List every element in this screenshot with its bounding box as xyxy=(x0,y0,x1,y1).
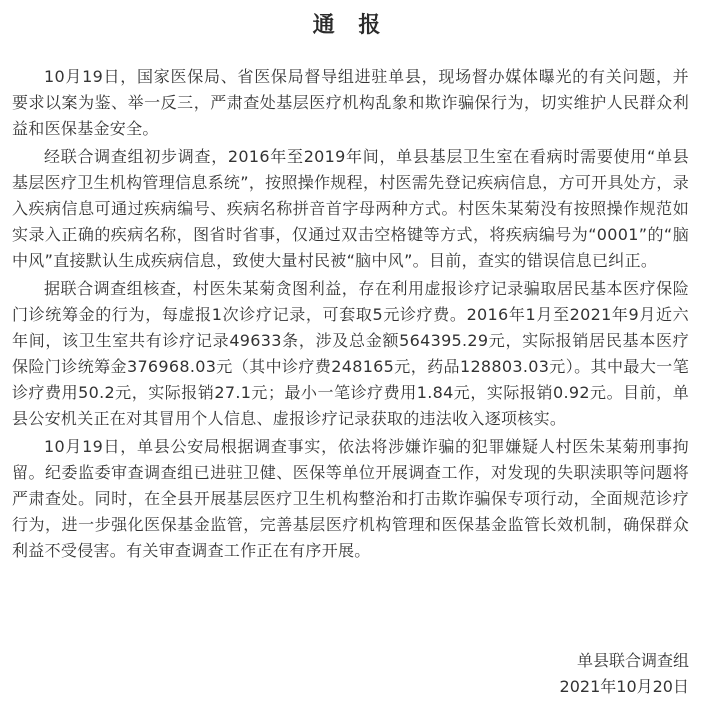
signature-date: 2021年10月20日 xyxy=(559,677,689,696)
signature-block xyxy=(560,648,689,700)
paragraph-1: 10月19日，国家医保局、省医保局督导组进驻单县，现场督办媒体曝光的有关问题，并要求以案为鉴、举一反三，严肃查处基层医疗机构乱象和欺诈骗保行为，切实维护人民群众利益和医保基金安全。 xyxy=(12,67,689,138)
paragraph-4: 10月19日，单县公安局根据调查事实，依法将涉嫌诈骗的犯罪嫌疑人村医朱某菊刑事拘留。纪委监委审查调查组已进驻卫健、医保等单位开展调查工作，对发现的失职渎职等问题将严肃查处。同时，在全县开展基层医疗卫生机构整治和打击欺诈骗保专项行动，全面规范诊疗行为，进一步强化医保基金监管，完善基层医疗机构管理和医保基金监管长效机制，确保群众利益不受侵害。有关审查调查工作正在有序开展。 xyxy=(12,437,689,560)
paragraph-2: 经联合调查组初步调查，2016年至2019年间，单县基层卫生室在看病时需要使用“单县基层医疗卫生机构管理信息系统”，按照操作规程，村医需先登记疾病信息，方可开具处方，录入疾病信息可通过疾病编号、疾病名称拼音首字母两种方式。村医朱某菊没有按照操作规范如实录入正确的疾病名称，图省时省事，仅通过双击空格键等方式，将疾病编号为“0001”的“脑中风”直接默认生成疾病信息，致使大量村民被“脑中风”。目前，查实的错误信息已纠正。 xyxy=(12,147,689,270)
notice-title: 通 报 xyxy=(312,13,389,38)
paragraph-3: 据联合调查组核查，村医朱某菊贪图利益，存在利用虚报诊疗记录骗取居民基本医疗保险门诊统筹金的行为，每虚报1次诊疗记录，可套取5元诊疗费。2016年1月至2021年9月近六年间，该卫生室共有诊疗记录49633条，涉及总金额564395.29元，实际报销居民基本医疗保险门诊统筹金376968.03元（其中诊疗费248165元，药品128803.03元）。其中最大一笔诊疗费用50.2元，实际报销27.1元；最小一笔诊疗费用1.84元，实际报销0.92元。目前，单县公安机关正在对其冒用个人信息、虚报诊疗记录获取的违法收入逐项核实。 xyxy=(12,279,689,428)
signature-organization: 单县联合调查组 xyxy=(576,651,689,670)
